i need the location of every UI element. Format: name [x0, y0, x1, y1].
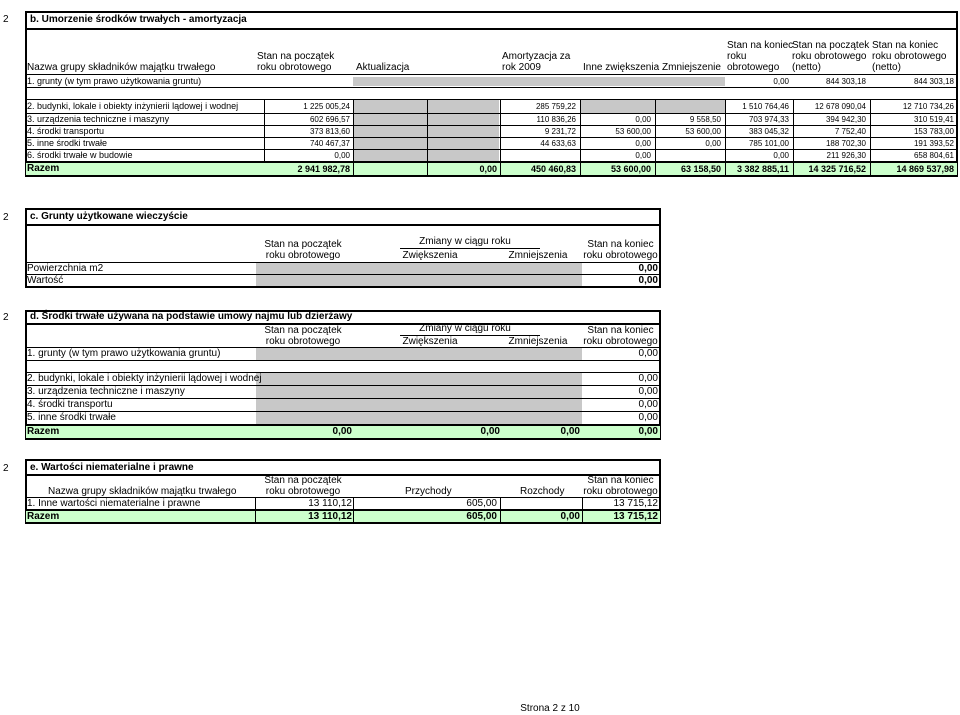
col-header-netto-pocz: roku obrotowego — [792, 51, 867, 62]
row-label: 4. środki transportu — [27, 126, 105, 136]
col-header-netto-kon: roku obrotowego — [872, 51, 947, 62]
cell-stan: 740 467,37 — [309, 139, 350, 148]
gray-fill — [580, 100, 725, 113]
cell-kon: 13 715,12 — [613, 498, 658, 509]
col-header-rozchody: Rozchody — [520, 486, 565, 497]
cell-kon: 0,00 — [638, 348, 658, 359]
col-header-zmniejszenie: Zmniejszenie — [662, 62, 721, 73]
cell-nk: 191 393,52 — [913, 139, 954, 148]
row-label: 1. grunty (w tym prawo użytkowania gruntu) — [27, 76, 202, 86]
cell-kon: 0,00 — [638, 373, 658, 384]
col-header-przychody: Przychody — [405, 486, 452, 497]
col-header-zmiany: Zmiany w ciągu roku — [419, 236, 511, 247]
row-label: Razem — [27, 426, 60, 437]
col-header-stan-pocz: roku obrotowego — [265, 486, 341, 497]
divider — [25, 360, 661, 361]
row-label: 6. środki trwałe w budowie — [27, 150, 133, 160]
cell-kon: 1 510 764,46 — [742, 102, 789, 111]
cell-zw: 0,00 — [480, 426, 500, 437]
cell-nk: 310 519,41 — [913, 115, 954, 124]
section-number: 2 — [3, 463, 9, 474]
row-label: Razem — [27, 511, 60, 522]
col-line — [793, 100, 794, 175]
col-header-stan-pocz: Stan na początek — [264, 239, 342, 250]
row-label: 3. urządzenia techniczne i maszyny — [27, 114, 170, 124]
col-line — [427, 100, 428, 175]
section-number: 2 — [3, 212, 9, 223]
col-header-zmniejszenia: Zmniejszenia — [508, 336, 568, 347]
divider — [25, 125, 958, 126]
cell-przych: 605,00 — [466, 498, 497, 509]
col-header-stan-pocz: Stan na początek — [264, 475, 342, 486]
row-label: Wartość — [27, 275, 64, 286]
gray-fill — [353, 100, 499, 113]
col-header-stan-kon: obrotowego — [727, 62, 780, 73]
cell-rozch: 0,00 — [560, 511, 580, 522]
col-header-stan-pocz: Stan na początek — [264, 325, 342, 336]
cell-stan: 0,00 — [334, 151, 350, 160]
col-header-amortyzacja: rok 2009 — [502, 62, 541, 73]
row-label: Powierzchnia m2 — [27, 263, 104, 274]
cell-nk: 844 303,18 — [913, 77, 954, 86]
cell-inne: 0,00 — [635, 151, 651, 160]
col-header-stan-pocz: Stan na początek — [257, 51, 335, 62]
col-header-stan-pocz: roku obrotowego — [265, 336, 341, 347]
divider — [25, 161, 958, 163]
divider — [400, 248, 540, 249]
col-header-stan-kon: Stan na koniec — [727, 40, 794, 51]
cell-np: 12 678 090,04 — [814, 102, 866, 111]
cell-kon: 785 101,00 — [748, 139, 789, 148]
cell-amort: 285 759,22 — [535, 102, 576, 111]
cell-amort: 450 460,83 — [530, 164, 576, 174]
divider — [25, 224, 661, 226]
divider — [25, 411, 661, 412]
col-header-stan-kon: roku obrotowego — [583, 250, 658, 261]
col-line — [870, 100, 871, 175]
row-label: 1. grunty (w tym prawo użytkowania gruntu) — [27, 348, 221, 359]
col-header-stan-kon: roku obrotowego — [583, 486, 658, 497]
col-header-amortyzacja: Amortyzacja za — [502, 51, 571, 62]
cell-zmn: 63 158,50 — [680, 164, 721, 174]
col-line — [582, 498, 583, 522]
cell-kon: 0,00 — [638, 412, 658, 423]
cell-nk: 14 869 537,98 — [896, 164, 954, 174]
row-label: 5. inne środki trwałe — [27, 412, 116, 423]
col-line — [500, 498, 501, 522]
cell-np: 7 752,40 — [834, 127, 866, 136]
divider — [25, 323, 661, 325]
cell-inne: 53 600,00 — [610, 164, 651, 174]
col-line — [580, 100, 581, 175]
cell-nk: 12 710 734,26 — [902, 102, 954, 111]
cell-kon: 0,00 — [638, 275, 658, 286]
gray-fill — [256, 348, 582, 360]
section-title: b. Umorzenie środków trwałych - amortyzacja — [30, 14, 247, 25]
cell-stan: 0,00 — [332, 426, 352, 437]
cell-kon: 383 045,32 — [748, 127, 789, 136]
cell-np: 188 702,30 — [825, 139, 866, 148]
col-header-stan-kon: roku — [727, 51, 747, 62]
cell-kon: 0,00 — [638, 399, 658, 410]
cell-inne: 0,00 — [635, 115, 651, 124]
cell-zm: 0,00 — [560, 426, 580, 437]
cell-np: 394 942,30 — [825, 115, 866, 124]
cell-stan: 373 813,60 — [309, 127, 350, 136]
section-title: c. Grunty użytkowane wieczyście — [30, 211, 188, 222]
cell-stan: 13 110,12 — [308, 511, 352, 522]
col-header-netto-pocz: (netto) — [792, 62, 821, 73]
col-header-stan-kon: Stan na koniec — [587, 325, 654, 336]
cell-inne: 0,00 — [635, 139, 651, 148]
cell-amort: 44 633,63 — [540, 139, 576, 148]
col-line — [264, 100, 265, 162]
cell-stan: 1 225 005,24 — [303, 102, 350, 111]
col-header-netto-pocz: Stan na początek — [792, 40, 870, 51]
row-label: 1. Inne wartości niematerialne i prawne — [27, 498, 201, 509]
cell-nk: 153 783,00 — [913, 127, 954, 136]
section-title: e. Wartości niematerialne i prawne — [30, 462, 194, 473]
cell-zmn: 0,00 — [705, 139, 721, 148]
divider — [25, 149, 958, 150]
cell-np: 14 325 716,52 — [808, 164, 866, 174]
col-line — [255, 498, 256, 522]
divider — [25, 398, 661, 399]
cell-przych: 605,00 — [466, 511, 497, 522]
cell-amort: 9 231,72 — [544, 127, 576, 136]
cell-stan: 2 941 982,78 — [297, 164, 350, 174]
page-number: Strona 2 z 10 — [520, 703, 580, 714]
cell-np: 844 303,18 — [825, 77, 866, 86]
cell-akt: 0,00 — [479, 164, 497, 174]
divider — [25, 137, 958, 138]
col-line — [500, 100, 501, 175]
cell-stan: 13 110,12 — [308, 498, 352, 509]
cell-nk: 658 804,61 — [913, 151, 954, 160]
divider — [25, 274, 661, 275]
col-line — [353, 100, 354, 175]
col-header-netto-kon: Stan na koniec — [872, 40, 939, 51]
row-label: 2. budynki, lokale i obiekty inżynierii lądowej i wodnej — [27, 101, 239, 111]
col-header-stan-kon: roku obrotowego — [583, 336, 658, 347]
col-header-aktualizacja: Aktualizacja — [356, 62, 410, 73]
row-label: 2. budynki, lokale i obiekty inżynierii lądowej i wodnej — [27, 373, 262, 384]
section-number: 2 — [3, 312, 9, 323]
cell-kon: 0,00 — [638, 263, 658, 274]
cell-kon: 0,00 — [638, 426, 658, 437]
row-label: 3. urządzenia techniczne i maszyny — [27, 386, 185, 397]
cell-kon: 0,00 — [773, 77, 789, 86]
cell-zmn: 53 600,00 — [685, 127, 721, 136]
section-number: 2 — [3, 14, 9, 25]
row-label: 4. środki transportu — [27, 399, 113, 410]
cell-zmn: 9 558,50 — [689, 115, 721, 124]
col-header-netto-kon: (netto) — [872, 62, 901, 73]
cell-kon: 703 974,33 — [748, 115, 789, 124]
col-header-stan-pocz: roku obrotowego — [257, 62, 332, 73]
row-label: Razem — [27, 163, 60, 174]
cell-stan: 602 696,57 — [309, 115, 350, 124]
cell-kon: 3 382 885,11 — [736, 164, 789, 174]
col-line — [725, 100, 726, 175]
cell-kon: 13 715,12 — [613, 511, 658, 522]
col-header-stan-kon: Stan na koniec — [587, 475, 654, 486]
col-header-name: Nazwa grupy składników majątku trwałego — [27, 62, 216, 73]
divider — [25, 99, 958, 100]
cell-kon: 0,00 — [638, 386, 658, 397]
cell-amort: 110 836,26 — [536, 115, 576, 124]
cell-np: 211 926,30 — [826, 151, 866, 160]
col-line — [353, 498, 354, 522]
col-header-zmniejszenia: Zmniejszenia — [508, 250, 568, 261]
divider — [25, 28, 958, 30]
cell-inne: 53 600,00 — [615, 127, 651, 136]
divider — [25, 74, 958, 75]
cell-kon: 0,00 — [773, 151, 789, 160]
col-header-zmiany: Zmiany w ciągu roku — [419, 323, 511, 334]
row-label: 5. inne środki trwałe — [27, 138, 108, 148]
col-header-stan-kon: Stan na koniec — [587, 239, 654, 250]
col-header-zwiekszenia: Zwiększenia — [402, 336, 458, 347]
col-header-name: Nazwa grupy składników majątku trwałego — [48, 486, 237, 497]
col-header-stan-pocz: roku obrotowego — [265, 250, 341, 261]
section-title: d. Środki trwałe używana na podstawie umowy najmu lub dzierżawy — [30, 311, 353, 322]
col-header-inne: Inne zwiększenia — [583, 62, 660, 73]
col-line — [655, 100, 656, 175]
col-header-zwiekszenia: Zwiększenia — [402, 250, 458, 261]
gray-fill — [353, 77, 725, 86]
divider — [25, 87, 958, 88]
